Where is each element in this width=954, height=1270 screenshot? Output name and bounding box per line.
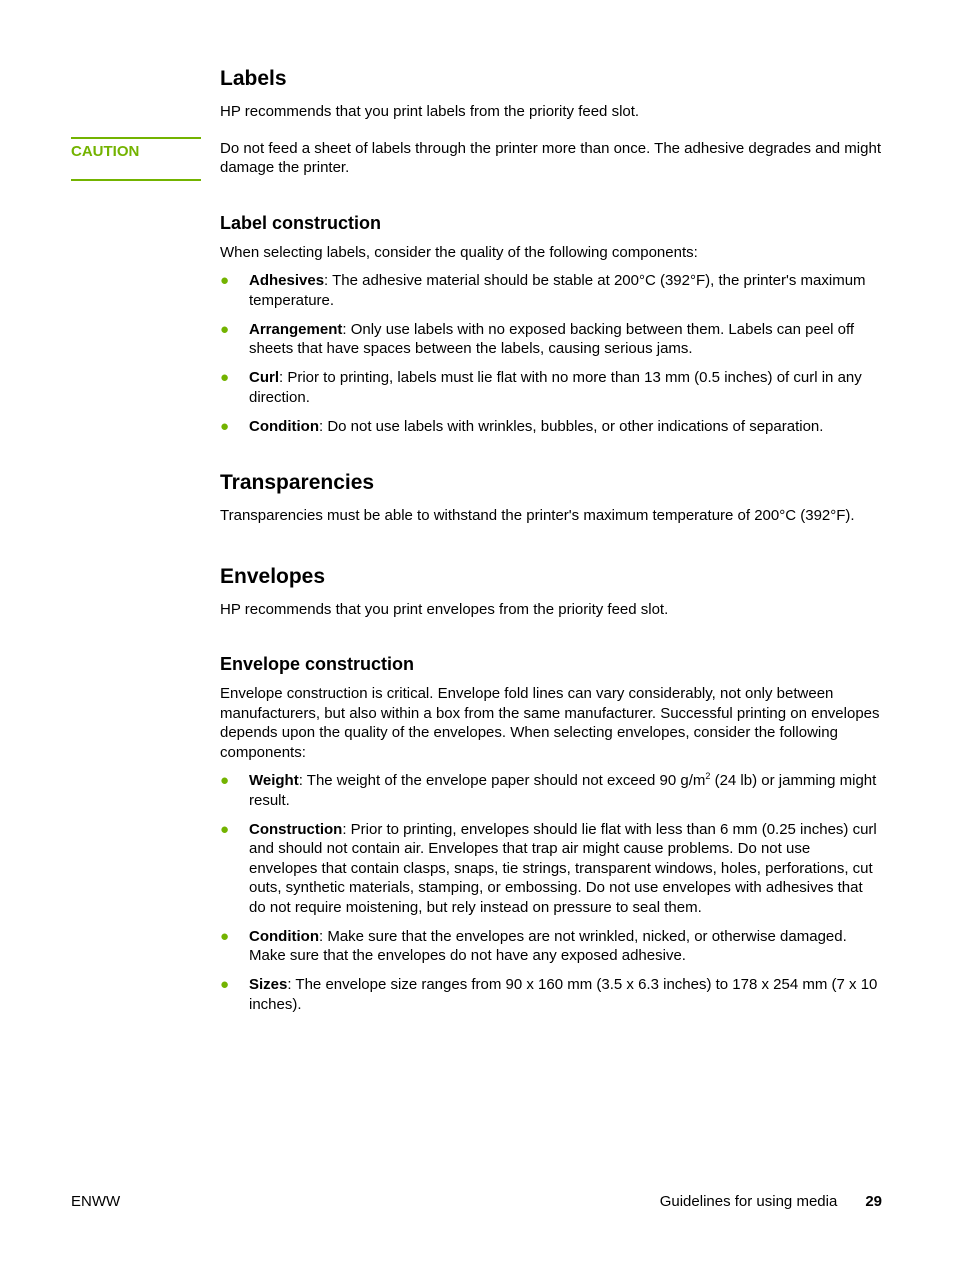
footer-left-label: ENWW <box>71 1193 121 1210</box>
item-term: Condition <box>249 417 319 435</box>
footer-section-title: Guidelines for using media <box>659 1193 838 1210</box>
bullet-icon: ● <box>220 320 230 338</box>
item-term: Curl <box>249 369 279 386</box>
bullet-icon: ● <box>220 976 230 993</box>
item-term: Condition <box>249 927 319 945</box>
envelope-construction-intro: Envelope construction is critical. Envelope fold lines can vary considerably, not only between manufacturers, but also within a box from the same manufacturer. Successful printing on envelopes depends upon the quality of the envelopes. When selecting envelopes, consider the following components: <box>220 685 880 761</box>
list-item <box>220 820 882 918</box>
list-item <box>220 975 882 1014</box>
label-construction-intro: When selecting labels, consider the quality of the following components: <box>220 243 698 261</box>
item-text: : The weight of the envelope paper should not exceed 90 g/m <box>298 772 706 789</box>
list-item <box>220 771 882 810</box>
item-term: Construction <box>249 820 343 838</box>
list-item <box>220 320 882 359</box>
item-text: : Prior to printing, envelopes should lie flat with less than 6 mm (0.25 inches) curl and should not contain air. Envelopes that trap air might cause problems. Do not use envelopes that contain clasps, snaps, tie strings, transparent windows, holes, perforations, cut outs, synthetic materials, stamping, or embossing. Do not use envelopes with adhesives that do not require moistening, but rely instead on pressure to seal them. <box>249 820 877 916</box>
list-item <box>220 417 882 437</box>
caution-label: CAUTION <box>71 143 140 160</box>
envelope-components-list <box>220 771 882 1014</box>
item-text: : Only use labels with no exposed backing between them. Labels can peel off sheets that have spaces between the labels, causing serious jams. <box>249 320 855 357</box>
list-item <box>220 271 882 310</box>
bullet-icon: ● <box>220 927 230 945</box>
labels-heading: Labels <box>220 67 287 90</box>
envelope-construction-heading: Envelope construction <box>220 654 415 674</box>
item-term: Adhesives <box>249 272 325 289</box>
envelopes-intro: HP recommends that you print envelopes from the priority feed slot. <box>220 600 669 618</box>
bullet-icon: ● <box>220 272 230 289</box>
item-text: (24 lb) or jamming might result. <box>249 772 877 809</box>
item-text: : Prior to printing, labels must lie flat with no more than 13 mm (0.5 inches) of curl in any direction. <box>249 369 862 406</box>
caution-box <box>71 137 201 181</box>
caution-text: Do not feed a sheet of labels through the printer more than once. The adhesive degrades and might damage the printer. <box>220 139 881 176</box>
bullet-icon: ● <box>220 417 230 435</box>
label-construction-heading: Label construction <box>220 212 382 233</box>
item-term: Weight <box>249 772 299 789</box>
page-number: 29 <box>865 1193 882 1210</box>
main-content <box>220 64 882 1024</box>
item-text: : The envelope size ranges from 90 x 160 mm (3.5 x 6.3 inches) to 178 x 254 mm (7 x 10 inches). <box>249 976 878 1013</box>
item-text: : The adhesive material should be stable at 200°C (392°F), the printer's maximum temperature. <box>249 272 866 309</box>
transparencies-text: Transparencies must be able to withstand the printer's maximum temperature of 200°C (392°F). <box>220 507 855 524</box>
list-item <box>220 927 882 966</box>
item-text: : Make sure that the envelopes are not wrinkled, nicked, or otherwise damaged. Make sure that the envelopes do not have any exposed adhesive. <box>249 927 847 964</box>
label-components-list <box>220 271 882 436</box>
transparencies-heading: Transparencies <box>220 471 375 494</box>
item-term: Sizes <box>249 976 288 993</box>
labels-intro: HP recommends that you print labels from the priority feed slot. <box>220 103 640 120</box>
footer-right <box>660 1192 882 1211</box>
bullet-icon: ● <box>220 820 230 838</box>
bullet-icon: ● <box>220 772 230 789</box>
item-term: Arrangement <box>249 320 343 338</box>
item-text: : Do not use labels with wrinkles, bubbles, or other indications of separation. <box>318 417 824 435</box>
bullet-icon: ● <box>220 369 230 386</box>
superscript: 2 <box>705 771 711 781</box>
envelopes-heading: Envelopes <box>220 564 326 588</box>
list-item <box>220 368 882 407</box>
